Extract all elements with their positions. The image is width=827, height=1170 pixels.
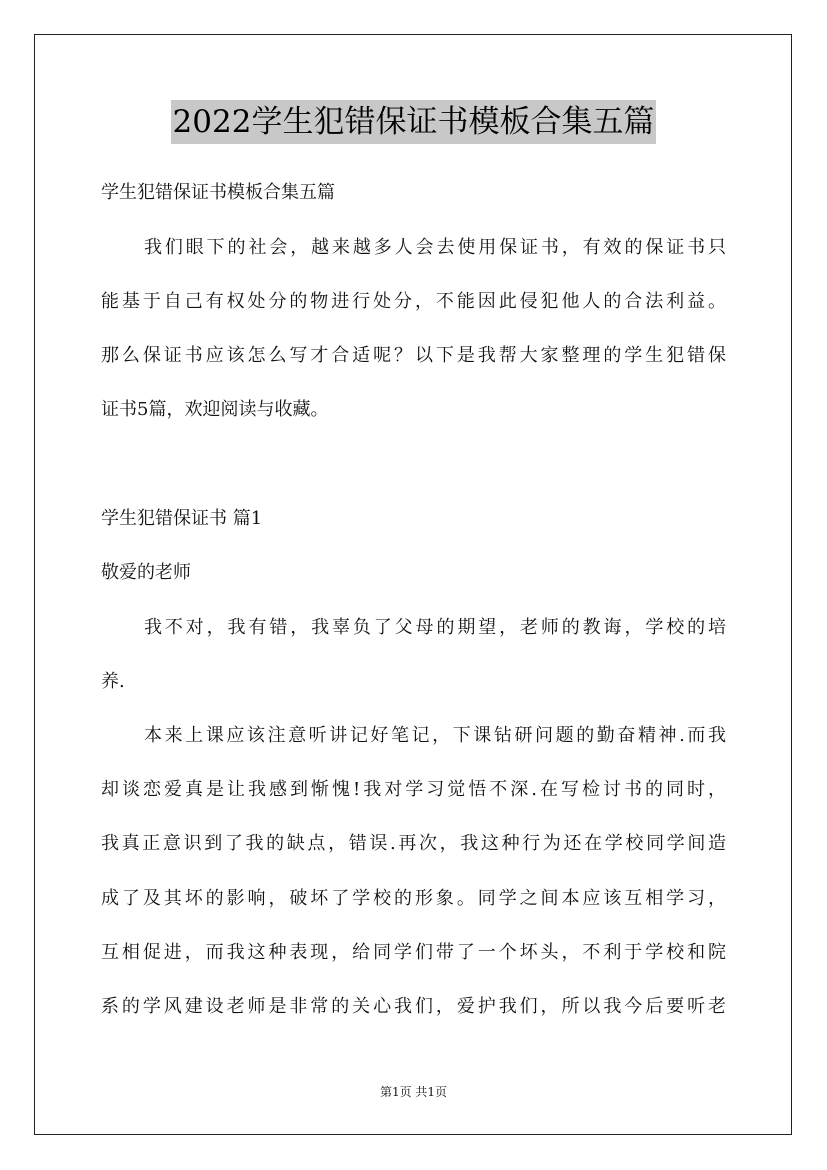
paragraph-2-line-6: 系的学风建设老师是非常的关心我们，爱护我们，所以我今后要听老 bbox=[101, 996, 726, 1017]
subtitle: 学生犯错保证书模板合集五篇 bbox=[101, 182, 335, 203]
intro-line-3: 那么保证书应该怎么写才合适呢？以下是我帮大家整理的学生犯错保 bbox=[101, 345, 726, 366]
intro-line-4: 证书5篇，欢迎阅读与收藏。 bbox=[101, 399, 329, 420]
salutation: 敬爱的老师 bbox=[101, 562, 191, 583]
paragraph-2-line-1: 本来上课应该注意听讲记好笔记，下课钻研问题的勤奋精神.而我 bbox=[144, 725, 726, 746]
document-title: 2022学生犯错保证书模板合集五篇 bbox=[171, 100, 657, 144]
paragraph-2-line-3: 我真正意识到了我的缺点，错误.再次，我这种行为还在学校同学间造 bbox=[101, 833, 726, 854]
intro-line-1: 我们眼下的社会，越来越多人会去使用保证书，有效的保证书只 bbox=[144, 237, 726, 258]
paragraph-2-line-2: 却谈恋爱真是让我感到惭愧!我对学习觉悟不深.在写检讨书的同时， bbox=[101, 779, 726, 800]
intro-line-2: 能基于自己有权处分的物进行处分，不能因此侵犯他人的合法利益。 bbox=[101, 291, 726, 312]
page-footer: 第1页 共1页 bbox=[379, 1085, 448, 1099]
paragraph-1-line-1: 我不对，我有错，我辜负了父母的期望，老师的教诲，学校的培 bbox=[144, 617, 726, 638]
paragraph-2-line-5: 互相促进，而我这种表现，给同学们带了一个坏头，不利于学校和院 bbox=[101, 942, 726, 963]
section-heading: 学生犯错保证书 篇1 bbox=[101, 508, 263, 529]
paragraph-1-line-2: 养. bbox=[101, 671, 125, 692]
paragraph-2-line-4: 成了及其坏的影响，破坏了学校的形象。同学之间本应该互相学习， bbox=[101, 888, 726, 909]
title-container bbox=[0, 100, 827, 144]
